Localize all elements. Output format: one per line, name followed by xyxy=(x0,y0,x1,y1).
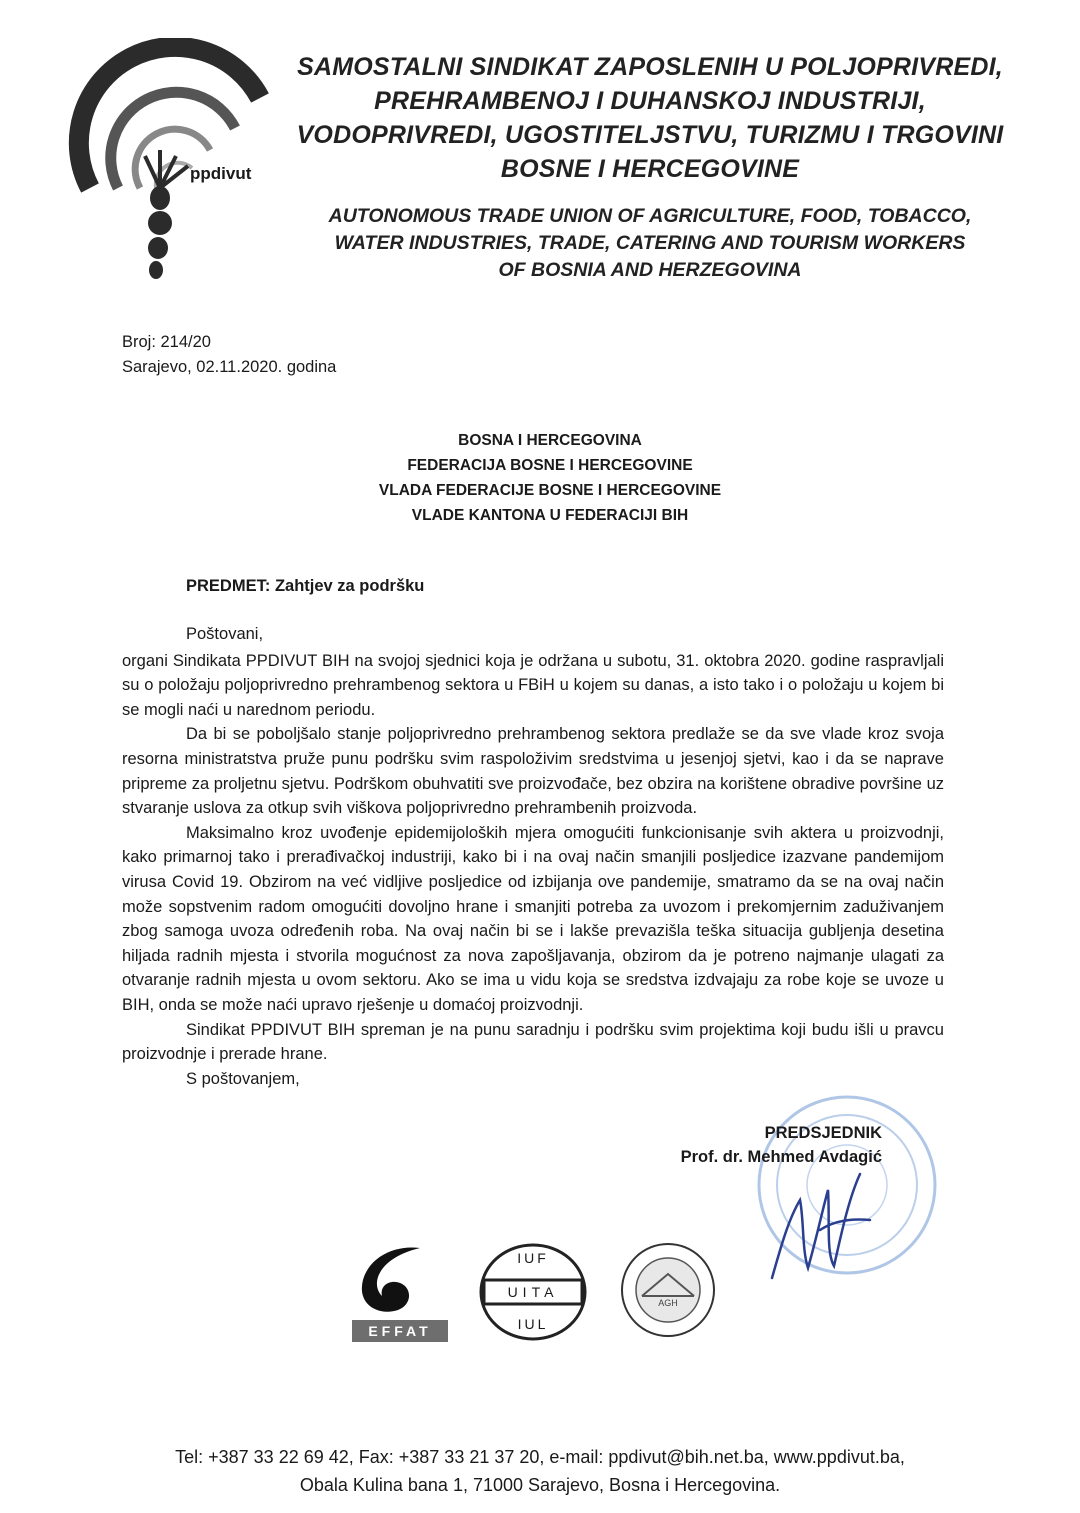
signature-title: PREDSJEDNIK xyxy=(764,1124,882,1142)
ppdivut-logo xyxy=(60,38,300,298)
iuf-top-text: IUF xyxy=(517,1250,549,1266)
paragraph-4: Sindikat PPDIVUT BIH spreman je na punu saradnju i podršku svim projektima koji budu išli u pravcu proizvodnje i prerade hrane. xyxy=(122,1020,944,1064)
footer-line-2: Obala Kulina bana 1, 71000 Sarajevo, Bosna i Hercegovina. xyxy=(299,1475,781,1495)
addressee-line: BOSNA I HERCEGOVINA xyxy=(458,432,642,449)
reference-number: Broj: 214/20 xyxy=(122,333,211,351)
iuf-bot-text: IUL xyxy=(517,1316,549,1332)
addressee-line: VLADE KANTONA U FEDERACIJI BIH xyxy=(411,507,689,524)
addressee-line: VLADA FEDERACIJE BOSNE I HERCEGOVINE xyxy=(378,482,722,499)
org-name-line: SAMOSTALNI SINDIKAT ZAPOSLENIH U POLJOPRIVREDI, xyxy=(297,53,1003,81)
reference-block xyxy=(122,330,336,380)
paragraph-2: Da bi se poboljšalo stanje poljoprivredno prehrambenog sektora predlaže se da sve vlade kroz svoja resorna ministratstva pruže punu podršku svim raspoloživim sredstvima u jesenjoj sjetvi, kao i da se naprave pripreme za proljetnu sjetvu. Podrškom obuhvatiti sve proizvođače, bez obzira na korištene obradive površine uz stvaranje uslova za otkup svih viškova poljoprivredno prehrambenih proizvoda. xyxy=(122,725,944,818)
org-name-en-line: WATER INDUSTRIES, TRADE, CATERING AND TOURISM WORKERS xyxy=(334,232,966,254)
org-name-bosnian xyxy=(280,50,1020,186)
regional-union-logo xyxy=(618,1240,718,1340)
iuf-mid-text: UITA xyxy=(507,1284,559,1300)
place-date: Sarajevo, 02.11.2020. godina xyxy=(122,358,337,376)
addressees xyxy=(230,428,870,528)
paragraph-3: Maksimalno kroz uvođenje epidemijoloških mjera omogućiti funkcionisanje svih aktera u proizvodnji, kako primarnoj tako i prerađivačkoj industriji, kako bi i na ovaj način smanjili posljedice izazvane pandemijom virusa Covid 19. Obzirom na već vidljive posljedice od izbijanja ove pandemije, smatramo da se na ovaj način može sopstvenim radom omogućiti dovoljno hrane i smanjiti potreba za uvozom i prekomjernim zaduživanjem zbog samoga uvoza određenih roba. Na ovaj način bi se i lakše prevazišla teška situacija gubljenja desetina hiljada radnih mjesta i stvorila mogućnost za nova zapošljavanja, obzirom da je potreno najmanje ulagati za otvaranje radnih mjesta u ovom sektoru. Ako se ima u vidu koja se sredstva izdvajaju za robe koje se uvoze u BIH, onda se može naći upravo rješenje u domaćoj proizvodnji. xyxy=(122,823,944,1014)
effat-logo xyxy=(350,1240,450,1345)
closing: S poštovanjem, xyxy=(186,1069,300,1088)
paragraph-1: organi Sindikata PPDIVUT BIH na svojoj sjednici koja je održana u subotu, 31. oktobra 2020. godine raspravljali su o položaju poljoprivredno prehrambenog sektora u FBiH u kojem su danas, a isto tako i o položaju u kojem bi se mogli naći u narednom periodu. xyxy=(122,651,944,719)
footer-contact xyxy=(60,1443,1020,1499)
iuf-logo xyxy=(478,1242,588,1342)
org-name-en-line: AUTONOMOUS TRADE UNION OF AGRICULTURE, FOOD, TOBACCO, xyxy=(328,205,972,227)
org-name-en-line: OF BOSNIA AND HERZEGOVINA xyxy=(498,259,802,281)
handwritten-signature xyxy=(760,1160,880,1290)
salutation: Poštovani, xyxy=(186,625,264,643)
footer-line-1: Tel: +387 33 22 69 42, Fax: +387 33 21 37 20, e-mail: ppdivut@bih.net.ba, www.ppdivut.ba, xyxy=(175,1447,905,1467)
signature-icon xyxy=(760,1160,880,1290)
org-name-english xyxy=(280,203,1020,284)
subject-line xyxy=(186,577,424,596)
org-name-line: BOSNE I HERCEGOVINE xyxy=(500,155,800,183)
org-name-line: VODOPRIVREDI, UGOSTITELJSTVU, TURIZMU I TRGOVINI xyxy=(296,121,1004,149)
addressee-line: FEDERACIJA BOSNE I HERCEGOVINE xyxy=(407,457,693,474)
regional-union-icon xyxy=(618,1240,718,1340)
subject-text: Zahtjev za podršku xyxy=(274,577,425,595)
subject-label: PREDMET: xyxy=(186,577,271,595)
org-name-line: PREHRAMBENOJ I DUHANSKOJ INDUSTRIJI, xyxy=(374,87,926,115)
logo-text: ppdivut xyxy=(190,164,252,183)
effat-icon xyxy=(350,1240,450,1320)
regional-union-text: AGH xyxy=(658,1298,678,1308)
ppdivut-logo-icon xyxy=(60,38,300,298)
letter-body xyxy=(122,622,944,1091)
signature-name: Prof. dr. Mehmed Avdagić xyxy=(680,1148,882,1166)
effat-label: EFFAT xyxy=(352,1320,448,1342)
